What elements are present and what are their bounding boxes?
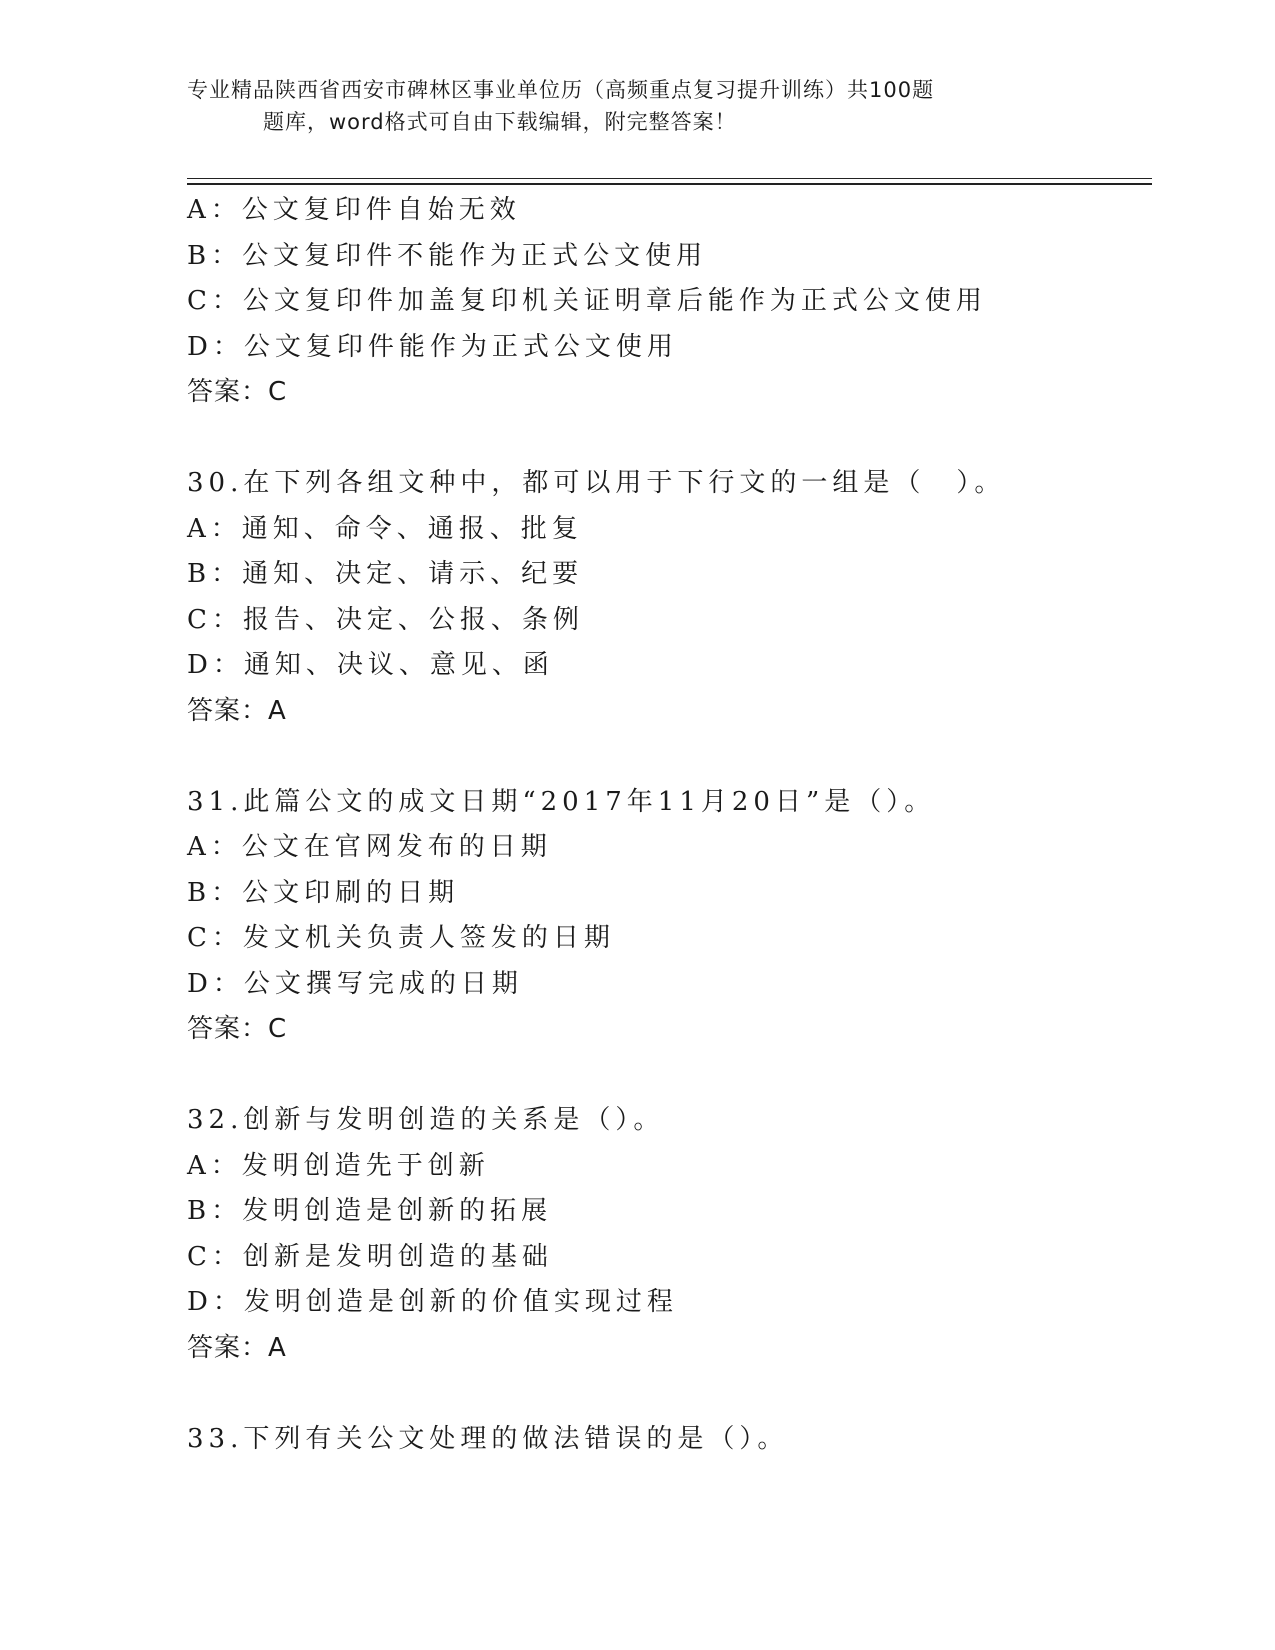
question-block — [187, 461, 1147, 734]
question-list — [187, 188, 1147, 1462]
option-a: A：通知、命令、通报、批复 — [187, 513, 583, 544]
question-text: 30.在下列各组文种中，都可以用于下行文的一组是（ ）。 — [187, 468, 1006, 498]
answer: 答案：C — [187, 1014, 288, 1044]
spacer — [187, 416, 1147, 462]
title-line-1: 专业精品陕西省西安市碑林区事业单位历（高频重点复习提升训练）共100题 — [187, 78, 935, 102]
option-d: D：公文复印件能作为正式公文使用 — [187, 331, 678, 362]
spacer — [187, 1053, 1147, 1099]
spacer — [187, 734, 1147, 780]
document-title — [187, 74, 1067, 138]
option-d: D：通知、决议、意见、函 — [187, 650, 554, 680]
question-text: 32.创新与发明创造的关系是（）。 — [187, 1105, 665, 1135]
question-block — [187, 1098, 1147, 1371]
question-text: 31.此篇公文的成文日期“2017年11月20日”是（）。 — [187, 786, 936, 817]
option-d: D：发明创造是创新的价值实现过程 — [187, 1287, 678, 1317]
option-d: D：公文撰写完成的日期 — [187, 968, 523, 999]
option-c: C：创新是发明创造的基础 — [187, 1241, 553, 1272]
spacer — [187, 1371, 1147, 1417]
header-rule-thin — [187, 178, 1152, 179]
option-c: C：公文复印件加盖复印机关证明章后能作为正式公文使用 — [187, 286, 987, 316]
answer: 答案：A — [187, 695, 287, 726]
option-b: B：公文印刷的日期 — [187, 877, 460, 908]
option-a: A：公文复印件自始无效 — [187, 195, 521, 225]
question-block — [187, 780, 1147, 1053]
option-b: B：通知、决定、请示、纪要 — [187, 559, 584, 589]
option-a: A：公文在官网发布的日期 — [187, 832, 552, 862]
option-a: A：发明创造先于创新 — [187, 1150, 490, 1181]
header-rule-thick — [187, 183, 1152, 185]
option-b: B：发明创造是创新的拓展 — [187, 1196, 553, 1226]
answer: 答案：C — [187, 377, 288, 407]
option-c: C：发文机关负责人签发的日期 — [187, 923, 615, 953]
question-block — [187, 1417, 1147, 1463]
answer: 答案：A — [187, 1332, 287, 1363]
option-b: B：公文复印件不能作为正式公文使用 — [187, 240, 708, 271]
question-text: 33.下列有关公文处理的做法错误的是（）。 — [187, 1423, 789, 1454]
question-block — [187, 188, 1147, 416]
title-line-2: 题库，word格式可自由下载编辑，附完整答案！ — [263, 110, 737, 134]
option-c: C：报告、决定、公报、条例 — [187, 604, 584, 635]
